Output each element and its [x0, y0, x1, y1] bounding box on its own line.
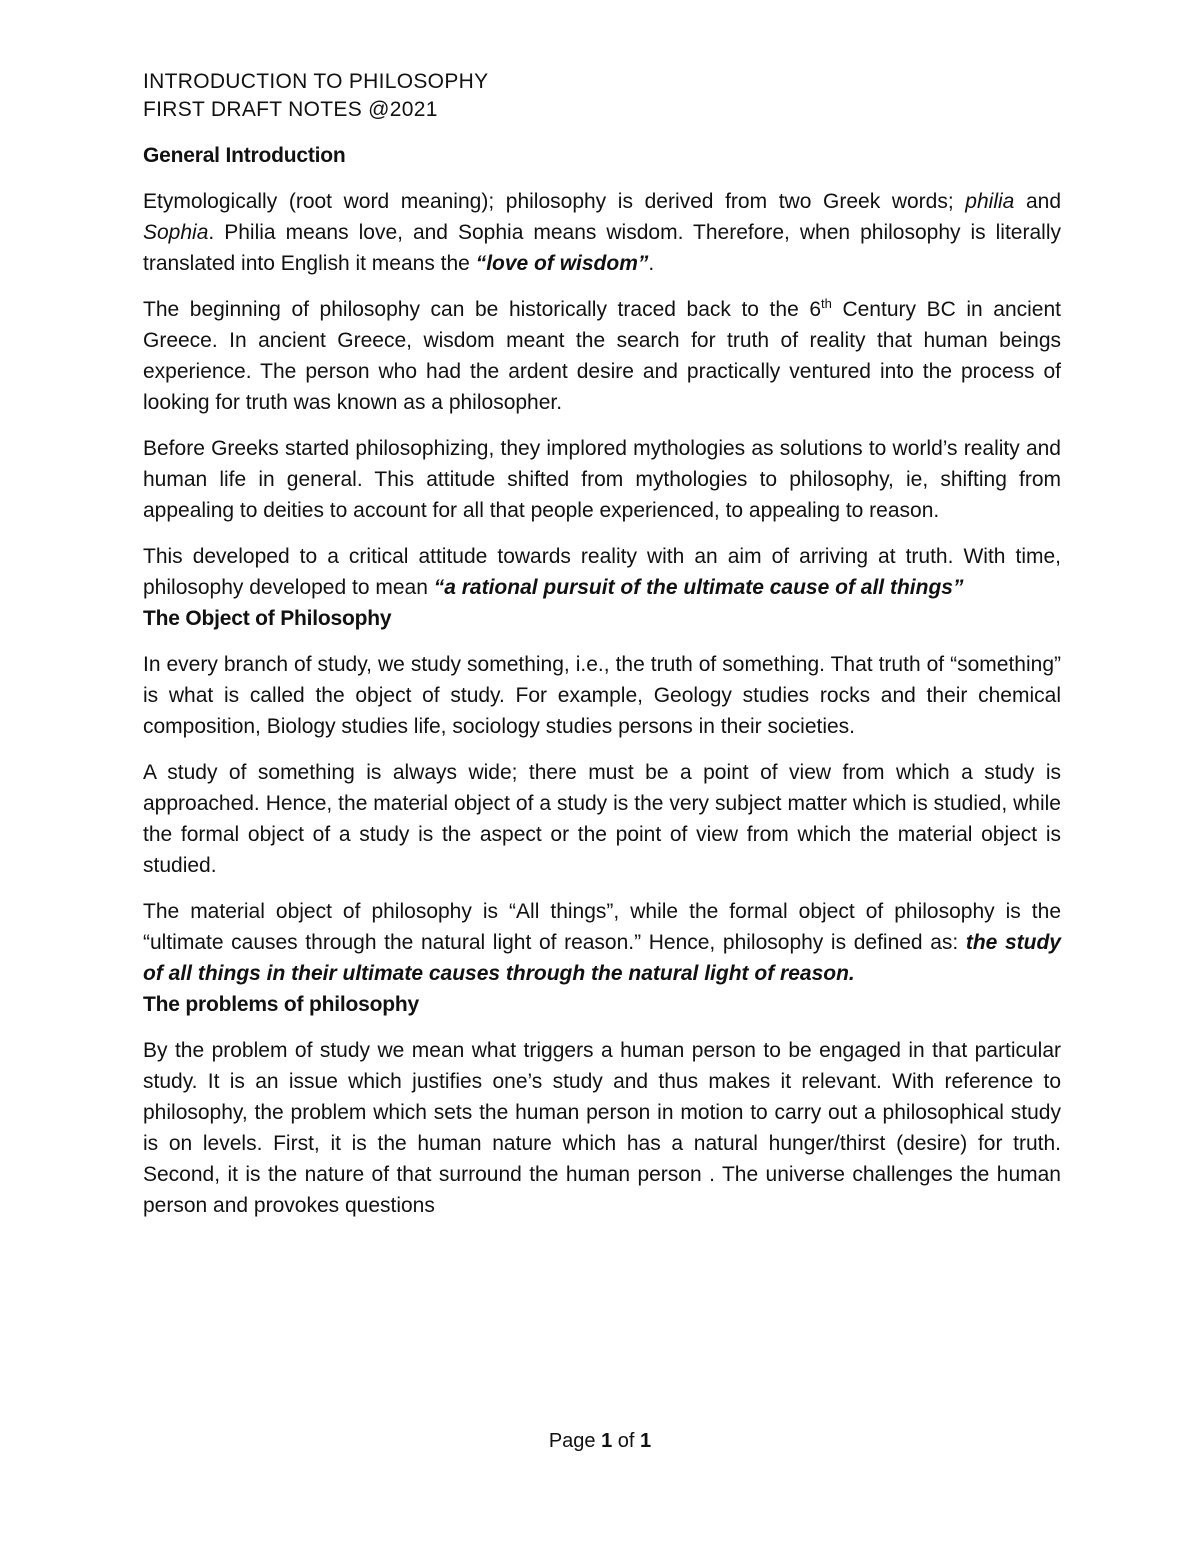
draft-note: FIRST DRAFT NOTES @2021: [143, 98, 438, 121]
term-love-of-wisdom: “love of wisdom”: [475, 252, 649, 275]
term-philia: philia: [965, 190, 1015, 213]
of-label: of: [617, 1430, 635, 1452]
paragraph-problem-of-study: By the problem of study we mean what triggers a human person to be engaged in that particular study. It is an issue which justifies one’s study and thus makes it relevant. With reference to philosophy, the problem which sets the human person in motion to carry out a philosophical study is on levels. First, it is the human nature which has a natural hunger/thirst (desire) for truth. Second, it is the nature of that surround the human person . The universe challenges the human person and provokes questions: [143, 1039, 1061, 1217]
heading-object-of-philosophy: The Object of Philosophy: [143, 607, 392, 630]
paragraph-beginning: The beginning of philosophy can be historically traced back to the 6th Century BC in ancient Greece. In ancient Greece, wisdom meant the search for truth of reality that human beings experience. The person who had the ardent desire and practically ventured into the process of looking for truth was known as a philosopher.: [143, 296, 1061, 414]
term-sophia: Sophia: [143, 221, 209, 244]
page-footer: [0, 1430, 1200, 1453]
ordinal-suffix: th: [821, 296, 832, 311]
paragraph-object-of-study: In every branch of study, we study something, i.e., the truth of something. That truth of “something” is what is called the object of study. For example, Geology studies rocks and their chemical composition, Biology studies life, sociology studies persons in their societies.: [143, 653, 1061, 738]
heading-problems-of-philosophy: The problems of philosophy: [143, 993, 419, 1016]
total-pages-number: 1: [640, 1430, 652, 1452]
course-title: INTRODUCTION TO PHILOSOPHY: [143, 70, 489, 93]
definition-rational-pursuit: “a rational pursuit of the ultimate cause of all things”: [433, 576, 964, 599]
page-label: Page: [548, 1430, 596, 1452]
paragraph-philosophy-definition: The material object of philosophy is “All things”, while the formal object of philosophy is the “ultimate causes through the natural light of reason.” Hence, philosophy is defined as: the study of all things in their ultimate causes through the natural light of reason.: [143, 900, 1061, 985]
definition-study-of-all-things: the study of all things in their ultimate causes through the natural light of reason.: [143, 931, 1061, 985]
paragraph-critical-attitude: This developed to a critical attitude towards reality with an aim of arriving at truth. With time, philosophy developed to mean “a rational pursuit of the ultimate cause of all things”: [143, 545, 1061, 599]
paragraph-mythologies: Before Greeks started philosophizing, they implored mythologies as solutions to world’s reality and human life in general. This attitude shifted from mythologies to philosophy, ie, shifting from appealing to deities to account for all that people experienced, to appealing to reason.: [143, 437, 1061, 522]
heading-general-introduction: General Introduction: [143, 144, 346, 167]
current-page-number: 1: [601, 1430, 613, 1452]
paragraph-etymology: Etymologically (root word meaning); philosophy is derived from two Greek words; philia and Sophia. Philia means love, and Sophia means wisdom. Therefore, when philosophy is literally translated into English it means the “love of wisdom”.: [143, 190, 1062, 275]
document-page: [143, 68, 1061, 1221]
paragraph-material-formal-object: A study of something is always wide; there must be a point of view from which a study is approached. Hence, the material object of a study is the very subject matter which is studied, while the formal object of a study is the aspect or the point of view from which the material object is studied.: [143, 761, 1061, 877]
